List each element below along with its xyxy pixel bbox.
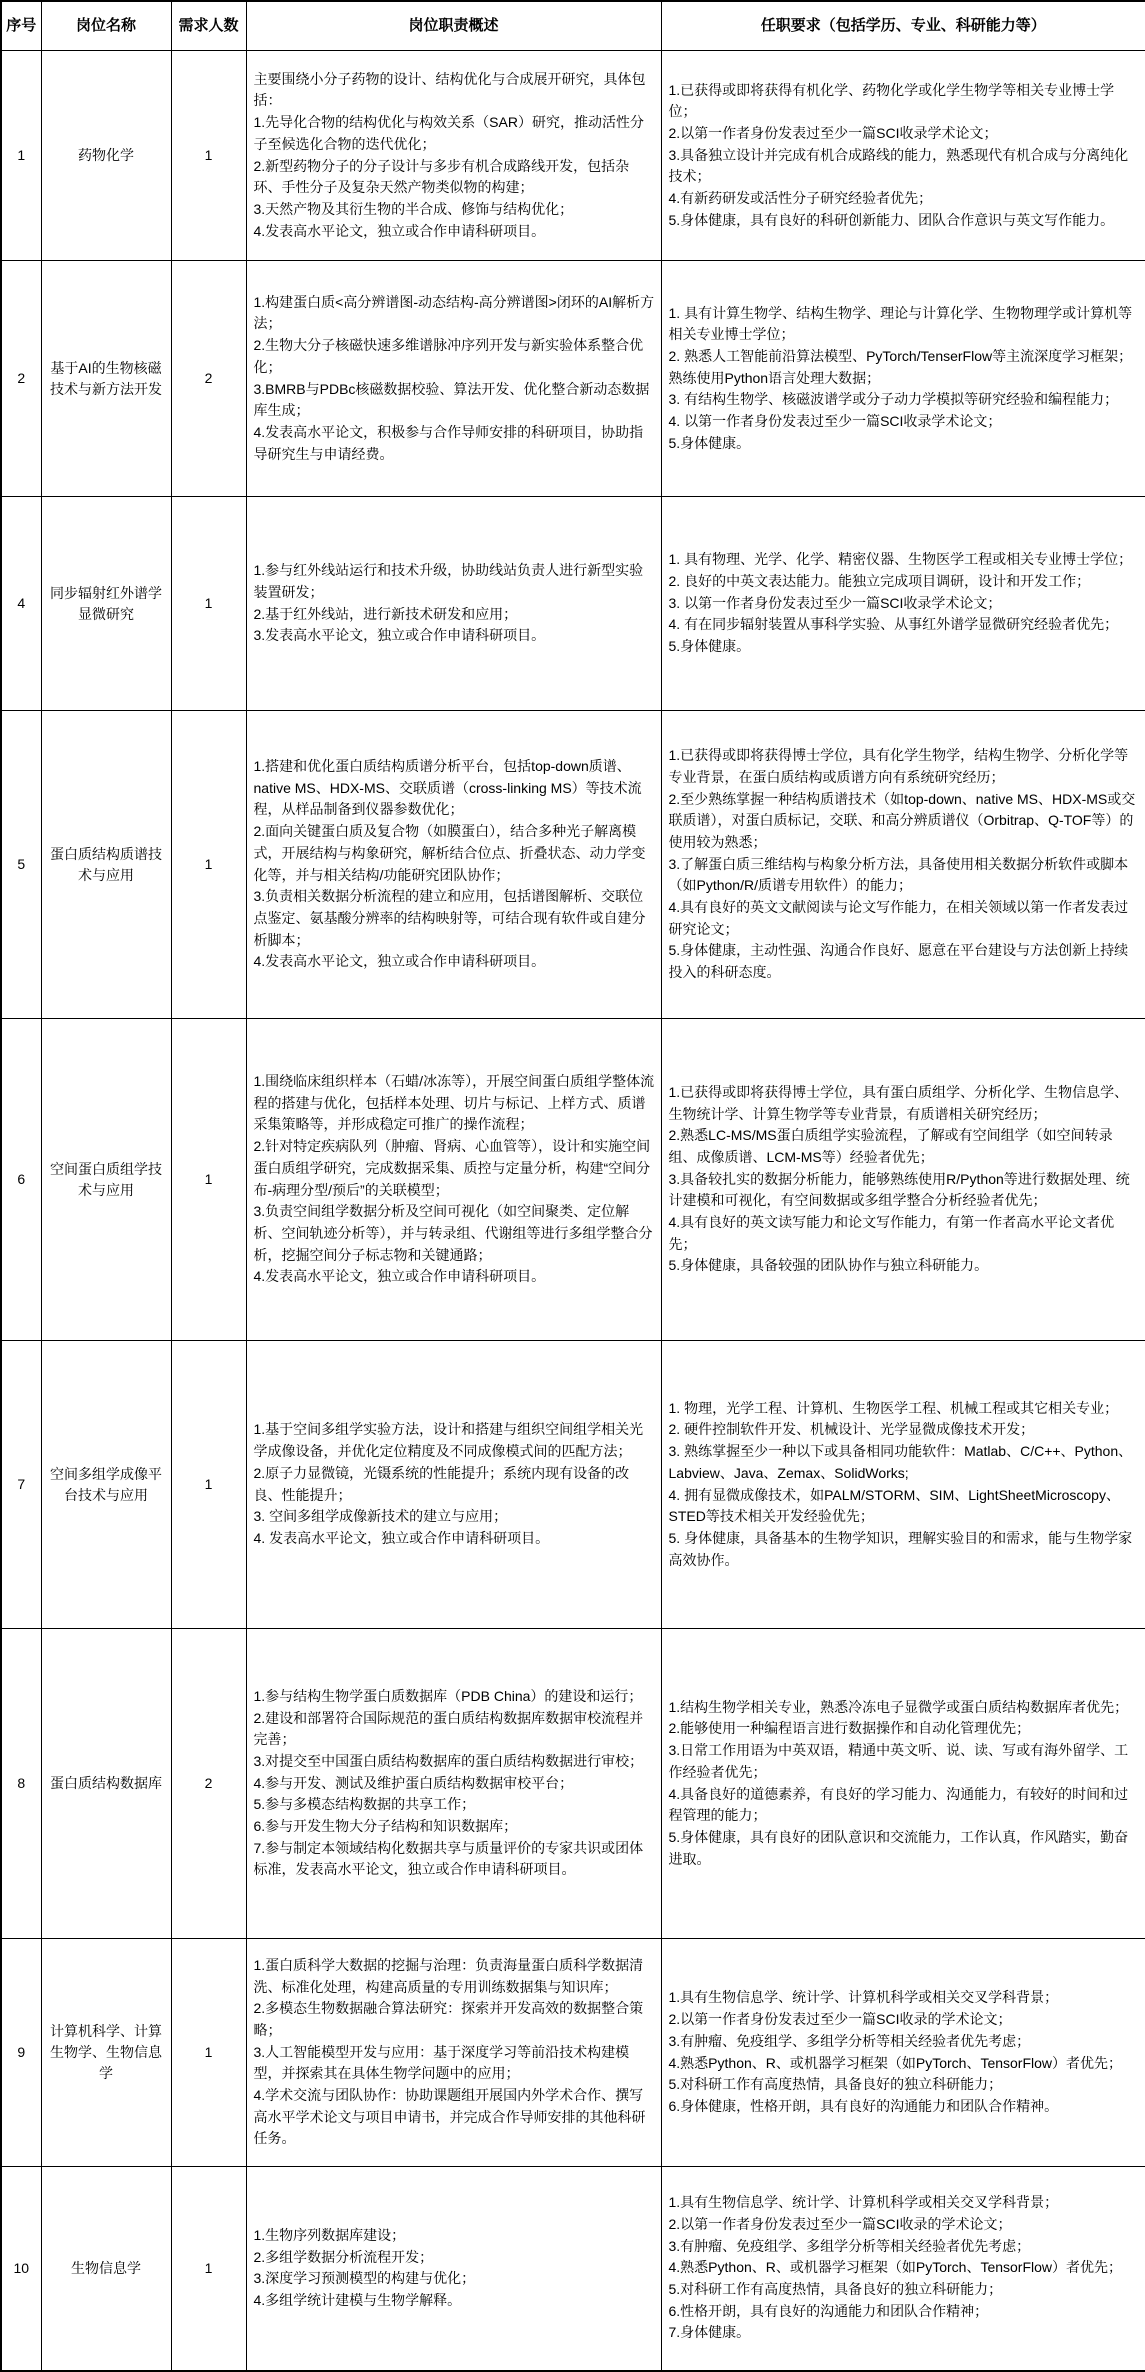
requirement-item: 5. 身体健康，具备基本的生物学知识，理解实验目的和需求，能与生物学家高效协作。 [668, 1529, 1133, 1568]
cell-duties [246, 711, 661, 1019]
duty-item: 1.围绕临床组织样本（石蜡/冰冻等），开展空间蛋白质组学整体流程的搭建与优化，包括样本处理、切片与标记、上样方式、质谱采集策略等，并形成稳定可推广的操作流程； [253, 1073, 655, 1133]
cell-position-name: 蛋白质结构质谱技术与应用 [41, 711, 171, 1019]
cell-duties [246, 1629, 661, 1939]
cell-requirements [661, 497, 1145, 711]
requirement-item: 5.身体健康，具有良好的团队意识和交流能力，工作认真，作风踏实，勤奋进取。 [668, 1828, 1129, 1867]
cell-duties [246, 1019, 661, 1341]
cell-serial-number: 9 [1, 1939, 41, 2167]
cell-serial-number: 5 [1, 711, 41, 1019]
requirement-item: 3. 以第一作者身份发表过至少一篇SCI收录学术论文； [668, 594, 1002, 611]
duty-item: 2.建设和部署符合国际规范的蛋白质结构数据库数据审校流程并完善； [253, 1709, 644, 1748]
requirement-item: 7.身体健康。 [668, 2324, 751, 2341]
duty-item: 2.多组学数据分析流程开发； [253, 2248, 434, 2265]
table-row [1, 497, 1145, 711]
requirement-item: 2.熟悉LC-MS/MS蛋白质组学实验流程，了解或有空间组学（如空间转录组、成像质谱、LCM-MS等）经验者优先； [668, 1127, 1113, 1165]
requirement-item: 2. 良好的中英文表达能力。能独立完成项目调研，设计和开发工作； [668, 572, 1091, 589]
cell-position-name: 同步辐射红外谱学显微研究 [41, 497, 171, 711]
duty-item: 1.生物序列数据库建设； [253, 2226, 406, 2243]
requirement-item: 3. 有结构生物学、核磁波谱学或分子动力学模拟等研究经验和编程能力； [668, 391, 1119, 408]
cell-position-name: 蛋白质结构数据库 [41, 1629, 171, 1939]
cell-requirements [661, 711, 1145, 1019]
header-serial-number: 序号 [1, 1, 41, 51]
duty-item: 主要围绕小分子药物的设计、结构优化与合成展开研究，具体包括： [253, 70, 646, 109]
requirement-item: 2.至少熟练掌握一种结构质谱技术（如top-down、native MS、HDX-MS或交联质谱），对蛋白质标记，交联、和高分辨质谱仪（Orbitrap、Q-TOF等）的使用较为熟悉； [668, 790, 1136, 850]
cell-duties [246, 1341, 661, 1629]
cell-position-name: 基于AI的生物核磁技术与新方法开发 [41, 261, 171, 497]
cell-position-name: 计算机科学、计算生物学、生物信息学 [41, 1939, 171, 2167]
duty-item: 4.多组学统计建模与生物学解释。 [253, 2291, 462, 2308]
cell-duties [246, 1939, 661, 2167]
requirement-item: 3.具备独立设计并完成有机合成路线的能力，熟悉现代有机合成与分离纯化技术； [668, 146, 1129, 185]
header-row [1, 1, 1145, 51]
duty-item: 1.蛋白质科学大数据的挖掘与治理：负责海量蛋白质科学数据清洗、标准化处理，构建高质量的专用训练数据集与知识库； [253, 1956, 644, 1995]
requirement-item: 5.对科研工作有高度热情，具备良好的独立科研能力； [668, 2281, 1003, 2298]
cell-serial-number: 2 [1, 261, 41, 497]
duty-item: 1.先导化合物的结构优化与构效关系（SAR）研究，推动活性分子至候选化合物的迭代优化； [253, 114, 644, 152]
cell-duties [246, 2167, 661, 2371]
requirement-item: 3.有肿瘤、免疫组学、多组学分析等相关经验者优先考虑； [668, 2032, 1031, 2049]
duty-item: 4. 发表高水平论文，独立或合作申请科研项目。 [253, 1529, 550, 1546]
requirement-item: 2.能够使用一种编程语言进行数据操作和自动化管理优先； [668, 1720, 1031, 1737]
duty-item: 2.针对特定疾病队列（肿瘤、肾病、心血管等），设计和实施空间蛋白质组学研究，完成数据采集、质控与定量分析，构建“空间分布-病理分型/预后”的关联模型； [253, 1138, 651, 1198]
table-row [1, 1019, 1145, 1341]
table-row [1, 261, 1145, 497]
cell-requirements [661, 1629, 1145, 1939]
requirement-item: 2.以第一作者身份发表过至少一篇SCI收录的学术论文； [668, 2216, 1012, 2233]
header-duties: 岗位职责概述 [246, 1, 661, 51]
duty-item: 4.发表高水平论文，积极参与合作导师安排的科研项目，协助指导研究生与申请经费。 [253, 423, 644, 462]
requirement-item: 1. 具有物理、光学、化学、精密仪器、生物医学工程或相关专业博士学位； [668, 551, 1133, 568]
cell-headcount: 1 [171, 497, 246, 711]
cell-duties [246, 497, 661, 711]
table-row [1, 1341, 1145, 1629]
requirement-item: 5.身体健康。 [668, 638, 751, 655]
requirement-item: 4.有新药研发或活性分子研究经验者优先； [668, 190, 933, 207]
duty-item: 4.学术交流与团队协作：协助课题组开展国内外学术合作、撰写高水平学术论文与项目申请书，并完成合作导师安排的其他科研任务。 [253, 2087, 646, 2147]
requirement-item: 3.有肿瘤、免疫组学、多组学分析等相关经验者优先考虑； [668, 2237, 1031, 2254]
cell-position-name: 药物化学 [41, 51, 171, 261]
cell-serial-number: 10 [1, 2167, 41, 2371]
requirement-item: 2.以第一作者身份发表过至少一篇SCI收录学术论文； [668, 124, 998, 141]
requirement-item: 5.身体健康，具备较强的团队协作与独立科研能力。 [668, 1257, 989, 1274]
requirement-item: 1.已获得或即将获得有机化学、药物化学或化学生物学等相关专业博士学位； [668, 81, 1115, 120]
cell-requirements [661, 1019, 1145, 1341]
duty-item: 1.参与红外线站运行和技术升级，协助线站负责人进行新型实验装置研发； [253, 562, 644, 600]
cell-headcount: 2 [171, 261, 246, 497]
requirement-item: 1. 物理，光学工程、计算机、生物医学工程、机械工程或其它相关专业； [668, 1399, 1119, 1416]
requirement-item: 6.性格开朗，具有良好的沟通能力和团队合作精神； [668, 2302, 989, 2319]
duty-item: 7.参与制定本领域结构化数据共享与质量评价的专家共识或团体标准，发表高水平论文，独立或合作申请科研项目。 [253, 1839, 644, 1878]
cell-requirements [661, 1939, 1145, 2167]
requirement-item: 1.具有生物信息学、统计学、计算机科学或相关交叉学科背景； [668, 2194, 1059, 2211]
requirement-item: 4.熟悉Python、R、或机器学习框架（如PyTorch、TensorFlow）者优先； [668, 2259, 1123, 2276]
cell-headcount: 1 [171, 1019, 246, 1341]
duty-item: 1.构建蛋白质<高分辨谱图-动态结构-高分辨谱图>闭环的AI解析方法； [253, 293, 655, 332]
header-requirements: 任职要求（包括学历、专业、科研能力等） [661, 1, 1145, 51]
requirement-item: 3.了解蛋白质三维结构与构象分析方法，具备使用相关数据分析软件或脚本（如Python/R/质谱专用软件）的能力； [668, 855, 1129, 894]
duty-item: 6.参与开发生物大分子结构和知识数据库； [253, 1818, 518, 1835]
requirement-item: 1.已获得或即将获得博士学位，具有化学生物学，结构生物学、分析化学等专业背景，在蛋白质结构或质谱方向有系统研究经历； [668, 747, 1129, 785]
duty-item: 4.发表高水平论文，独立或合作申请科研项目。 [253, 1268, 546, 1285]
requirement-item: 2. 熟悉人工智能前沿算法模型、PyTorch/TenserFlow等主流深度学习框架；熟练使用Python语言处理大数据； [668, 347, 1133, 386]
duty-item: 2.面向关键蛋白质及复合物（如膜蛋白），结合多种光子解离模式，开展结构与构象研究，解析结合位点、折叠状态、动力学变化等，并与相关结构/功能研究团队协作； [253, 823, 646, 883]
duty-item: 1.参与结构生物学蛋白质数据库（PDB China）的建设和运行； [253, 1687, 643, 1704]
duty-item: 4.发表高水平论文，独立或合作申请科研项目。 [253, 953, 546, 970]
requirement-item: 3. 熟练掌握至少一种以下或具备相同功能软件：Matlab、C/C++、Python、Labview、Java、Zemax、SolidWorks; [668, 1443, 1133, 1481]
duty-item: 3.深度学习预测模型的构建与优化； [253, 2270, 476, 2287]
requirement-item: 4.具有良好的英文读写能力和论文写作能力，有第一作者高水平论文者优先； [668, 1214, 1115, 1252]
duty-item: 3.BMRB与PDBc核磁数据校验、算法开发、优化整合新动态数据库生成； [253, 380, 650, 419]
cell-requirements [661, 51, 1145, 261]
table-row [1, 2167, 1145, 2371]
requirement-item: 4. 拥有显微成像技术，如PALM/STORM、SIM、LightSheetMicroscopy、STED等技术相关开发经验优先； [668, 1486, 1120, 1525]
requirement-item: 3.日常工作用语为中英双语，精通中英文听、说、读、写或有海外留学、工作经验者优先； [668, 1742, 1129, 1780]
cell-duties [246, 51, 661, 261]
duty-item: 2.原子力显微镜，光镊系统的性能提升；系统内现有设备的改良、性能提升； [253, 1464, 630, 1503]
duty-item: 5.参与多模态结构数据的共享工作； [253, 1796, 476, 1813]
cell-headcount: 1 [171, 1939, 246, 2167]
cell-headcount: 2 [171, 1629, 246, 1939]
duty-item: 2.生物大分子核磁快速多维谱脉冲序列开发与新实验体系整合优化； [253, 337, 644, 375]
requirement-item: 4.具有良好的英文文献阅读与论文写作能力，在相关领域以第一作者发表过研究论文； [668, 899, 1129, 937]
duty-item: 3.对提交至中国蛋白质结构数据库的蛋白质结构数据进行审校； [253, 1752, 644, 1769]
requirement-item: 5.身体健康，主动性强、沟通合作良好、愿意在平台建设与方法创新上持续投入的科研态度。 [668, 942, 1129, 981]
cell-position-name: 空间多组学成像平台技术与应用 [41, 1341, 171, 1629]
cell-requirements [661, 261, 1145, 497]
requirement-item: 1. 具有计算生物学、结构生物学、理论与计算化学、生物物理学或计算机等相关专业博士学位； [668, 304, 1133, 343]
requirement-item: 5.身体健康。 [668, 434, 751, 451]
duty-item: 3.负责相关数据分析流程的建立和应用，包括谱图解析、交联位点鉴定、氨基酸分辨率的结构映射等，可结合现有软件或自建分析脚本； [253, 888, 646, 948]
cell-serial-number: 6 [1, 1019, 41, 1341]
cell-headcount: 1 [171, 2167, 246, 2371]
duty-item: 4.参与开发、测试及维护蛋白质结构数据审校平台； [253, 1774, 574, 1791]
table-body [1, 51, 1145, 2371]
table-row [1, 51, 1145, 261]
table-row [1, 1629, 1145, 1939]
duty-item: 3. 空间多组学成像新技术的建立与应用； [253, 1508, 508, 1525]
requirement-item: 6.身体健康，性格开朗，具有良好的沟通能力和团队合作精神。 [668, 2097, 1059, 2114]
requirement-item: 4. 以第一作者身份发表过至少一篇SCI收录学术论文； [668, 413, 1002, 430]
duty-item: 1.基于空间多组学实验方法，设计和搭建与组织空间组学相关光学成像设备，并优化定位精度及不同成像模式间的匹配方法； [253, 1421, 644, 1460]
duty-item: 3.人工智能模型开发与应用：基于深度学习等前沿技术构建模型，并探索其在具体生物学问题中的应用； [253, 2043, 630, 2082]
requirement-item: 5.身体健康，具有良好的科研创新能力、团队合作意识与英文写作能力。 [668, 211, 1115, 228]
duty-item: 2.新型药物分子的分子设计与多步有机合成路线开发，包括杂环、手性分子及复杂天然产物类似物的构建； [253, 157, 630, 196]
requirement-item: 2. 硬件控制软件开发、机械设计、光学显微成像技术开发； [668, 1421, 1035, 1438]
duty-item: 3.天然产物及其衍生物的半合成、修饰与结构优化； [253, 200, 574, 217]
requirement-item: 5.对科研工作有高度热情，具备良好的独立科研能力； [668, 2076, 1003, 2093]
requirement-item: 1.具有生物信息学、统计学、计算机科学或相关交叉学科背景； [668, 1989, 1059, 2006]
table-row [1, 711, 1145, 1019]
cell-serial-number: 1 [1, 51, 41, 261]
requirement-item: 4.熟悉Python、R、或机器学习框架（如PyTorch、TensorFlow）者优先； [668, 2054, 1123, 2071]
duty-item: 2.多模态生物数据融合算法研究：探索并开发高效的数据整合策略； [253, 2000, 644, 2038]
cell-headcount: 1 [171, 711, 246, 1019]
requirement-item: 1.已获得或即将获得博士学位，具有蛋白质组学、分析化学、生物信息学、生物统计学、计算生物学等专业背景，有质谱相关研究经历； [668, 1083, 1129, 1122]
requirement-item: 4.具备良好的道德素养，有良好的学习能力、沟通能力，有较好的时间和过程管理的能力； [668, 1785, 1129, 1824]
requirement-item: 3.具备较扎实的数据分析能力，能够熟练使用R/Python等进行数据处理、统计建模和可视化，有空间数据或多组学整合分析经验者优先； [668, 1170, 1130, 1209]
cell-serial-number: 7 [1, 1341, 41, 1629]
cell-position-name: 空间蛋白质组学技术与应用 [41, 1019, 171, 1341]
duty-item: 4.发表高水平论文，独立或合作申请科研项目。 [253, 222, 546, 239]
cell-serial-number: 8 [1, 1629, 41, 1939]
table-row [1, 1939, 1145, 2167]
requirement-item: 4. 有在同步辐射装置从事科学实验、从事红外谱学显微研究经验者优先； [668, 616, 1119, 633]
duty-item: 3.负责空间组学数据分析及空间可视化（如空间聚类、定位解析、空间轨迹分析等），并与转录组、代谢组等进行多组学整合分析，挖掘空间分子标志物和关键通路； [253, 1203, 653, 1263]
cell-duties [246, 261, 661, 497]
cell-requirements [661, 1341, 1145, 1629]
requirement-item: 2.以第一作者身份发表过至少一篇SCI收录的学术论文； [668, 2011, 1012, 2028]
header-position-name: 岗位名称 [41, 1, 171, 51]
cell-headcount: 1 [171, 1341, 246, 1629]
cell-requirements [661, 2167, 1145, 2371]
header-headcount: 需求人数 [171, 1, 246, 51]
cell-headcount: 1 [171, 51, 246, 261]
duty-item: 1.搭建和优化蛋白质结构质谱分析平台，包括top-down质谱、native MS、HDX-MS、交联质谱（cross-linking MS）等技术流程，从样品制备到仪器参数优化； [253, 758, 642, 818]
requirement-item: 1.结构生物学相关专业，熟悉冷冻电子显微学或蛋白质结构数据库者优先； [668, 1698, 1129, 1715]
duty-item: 3.发表高水平论文，独立或合作申请科研项目。 [253, 627, 546, 644]
cell-serial-number: 4 [1, 497, 41, 711]
table-header [1, 1, 1145, 51]
cell-position-name: 生物信息学 [41, 2167, 171, 2371]
duty-item: 2.基于红外线站，进行新技术研发和应用； [253, 605, 518, 622]
